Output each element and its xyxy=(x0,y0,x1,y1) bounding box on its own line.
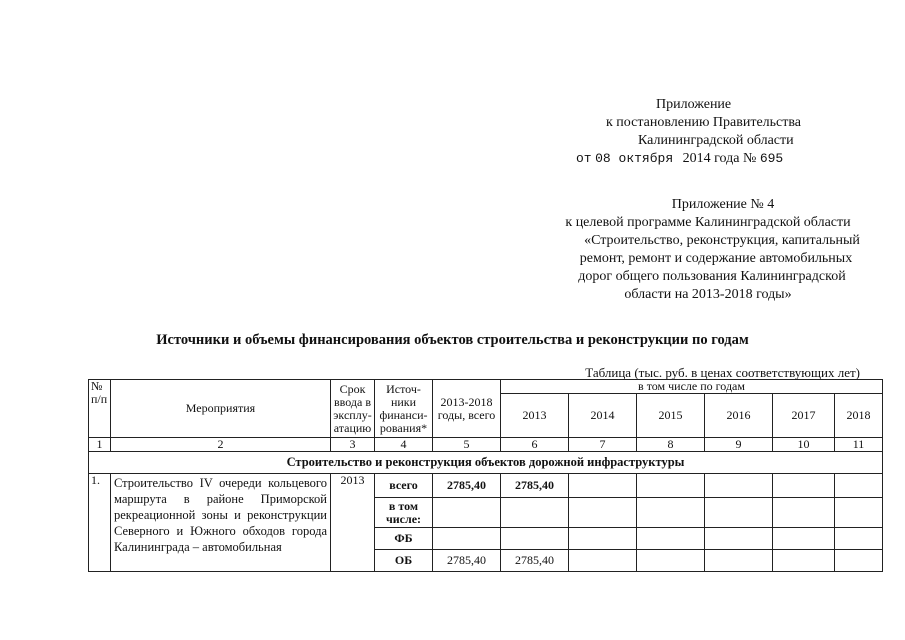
item-num: 1. xyxy=(89,474,111,572)
year-2013-cell: 2785,40 xyxy=(501,550,569,572)
date-value: 08 октября xyxy=(595,151,674,166)
appendix-line: дорог общего пользования Калининградской xyxy=(578,269,846,284)
empty-cell xyxy=(705,528,773,550)
empty-cell xyxy=(773,550,835,572)
decree-number: 695 xyxy=(759,151,784,166)
col-number: 9 xyxy=(705,438,773,452)
appendix-line: ремонт, ремонт и содержание автомобильных xyxy=(579,251,853,266)
empty-cell xyxy=(835,528,883,550)
item-term: 2013 xyxy=(331,474,375,572)
header-year: 2014 xyxy=(569,394,637,438)
appendix-header xyxy=(560,96,830,168)
empty-cell xyxy=(637,474,705,498)
appendix-line: Приложение № 4 xyxy=(671,197,775,212)
col-number: 11 xyxy=(835,438,883,452)
header-year: 2015 xyxy=(637,394,705,438)
header-year: 2017 xyxy=(773,394,835,438)
total-cell: 2785,40 xyxy=(433,474,501,498)
appendix-line: к постановлению Правительства xyxy=(606,115,802,130)
empty-cell xyxy=(705,550,773,572)
source-cell: в том числе: xyxy=(375,498,433,528)
header-year: 2016 xyxy=(705,394,773,438)
source-cell: всего xyxy=(375,474,433,498)
col-number: 7 xyxy=(569,438,637,452)
date-prefix: от xyxy=(576,151,592,166)
empty-cell xyxy=(705,474,773,498)
empty-cell xyxy=(637,498,705,528)
appendix-line: Приложение xyxy=(656,97,732,112)
empty-cell xyxy=(705,498,773,528)
program-appendix xyxy=(538,196,878,304)
col-number: 4 xyxy=(375,438,433,452)
appendix-date xyxy=(560,150,830,168)
empty-cell xyxy=(773,528,835,550)
appendix-line: Калининградской области xyxy=(638,133,794,148)
total-cell xyxy=(433,528,501,550)
total-cell xyxy=(433,498,501,528)
item-description: Строительство IV очереди кольцевого маршрута в районе Приморской рекреационной зоны и реконструкции Северного и Южного обходов города Калининграда – автомобильная xyxy=(111,474,331,572)
col-number: 1 xyxy=(89,438,111,452)
header-by-year: в том числе по годам xyxy=(501,380,883,394)
appendix-line: области на 2013-2018 годы» xyxy=(624,287,792,302)
empty-cell xyxy=(569,498,637,528)
empty-cell xyxy=(835,498,883,528)
empty-cell xyxy=(637,528,705,550)
year-2013-cell xyxy=(501,498,569,528)
header-source: Источ-ники финанси-рования* xyxy=(375,380,433,438)
col-number: 10 xyxy=(773,438,835,452)
header-total: 2013-2018 годы, всего xyxy=(433,380,501,438)
total-cell: 2785,40 xyxy=(433,550,501,572)
year-2013-cell: 2785,40 xyxy=(501,474,569,498)
table-note: Таблица (тыс. руб. в ценах соответствующих лет) xyxy=(585,365,860,380)
header-year: 2018 xyxy=(835,394,883,438)
section-heading: Строительство и реконструкция объектов дорожной инфраструктуры xyxy=(89,452,883,474)
empty-cell xyxy=(569,474,637,498)
col-number: 6 xyxy=(501,438,569,452)
empty-cell xyxy=(773,498,835,528)
year-2013-cell xyxy=(501,528,569,550)
empty-cell xyxy=(835,474,883,498)
col-number: 8 xyxy=(637,438,705,452)
col-number: 5 xyxy=(433,438,501,452)
empty-cell xyxy=(773,474,835,498)
col-number: 2 xyxy=(111,438,331,452)
appendix-line: к целевой программе Калининградской области xyxy=(565,215,851,230)
empty-cell xyxy=(569,550,637,572)
appendix-line: «Строительство, реконструкция, капитальный xyxy=(584,233,860,248)
empty-cell xyxy=(637,550,705,572)
empty-cell xyxy=(569,528,637,550)
empty-cell xyxy=(835,550,883,572)
column-numbers-row xyxy=(89,438,883,452)
header-event: Мероприятия xyxy=(111,380,331,438)
table-row xyxy=(89,474,883,498)
source-cell: ОБ xyxy=(375,550,433,572)
document-title: Источники и объемы финансирования объектов строительства и реконструкции по годам xyxy=(156,332,749,348)
date-year: 2014 года № xyxy=(682,151,757,166)
header-term: Срок ввода в эксплу-атацию xyxy=(331,380,375,438)
col-number: 3 xyxy=(331,438,375,452)
header-num: № п/п xyxy=(89,380,111,438)
financing-table xyxy=(88,379,883,572)
source-cell: ФБ xyxy=(375,528,433,550)
header-year: 2013 xyxy=(501,394,569,438)
